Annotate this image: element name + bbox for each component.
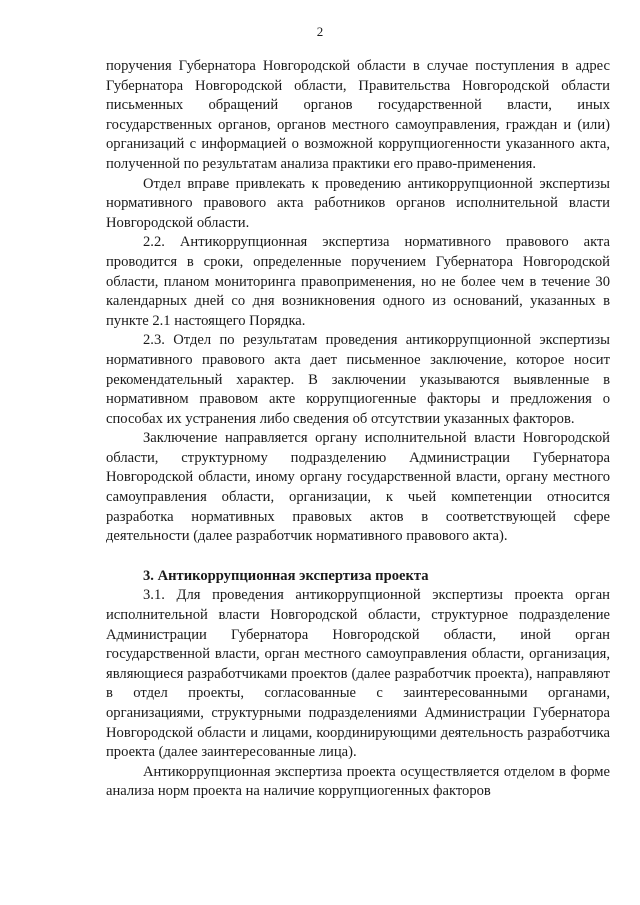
paragraph-conclusion-recipient: Заключение направляется органу исполнительной власти Новгородской области, структурному подразделению Администрации Губернатора Новгородской области, иному органу государственной власти, органу местного самоуправления области, организации, к чьей компетенции относится разработка нормативных правовых актов в соответствующей сфере деятельности (далее разработчик нормативного правового акта). xyxy=(106,430,610,545)
paragraph-3-1: 3.1. Для проведения антикоррупционной экспертизы проекта орган исполнительной власти Новгородской области, структурное подразделение Администрации Губернатора Новгородской области, иной орган государственной власти, орган местного самоуправления области, организация, являющиеся разработчиками проектов (далее разработчик проекта), направляют в отдел проекты, согласованные с заинтересованными органами, организациями, структурными подразделениями Администрации Губернатора Новгородской области и лицами, координирующими деятельность разработчика проекта (далее заинтересованные лица). xyxy=(106,587,610,761)
section-heading: 3. Антикоррупционная экспертиза проекта xyxy=(143,567,429,584)
page-number: 2 xyxy=(316,24,324,39)
paragraph-expertise-form: Антикоррупционная экспертиза проекта осуществляется отделом в форме анализа норм проекта на наличие коррупциогенных факторов xyxy=(106,763,610,800)
document-body xyxy=(106,57,610,802)
paragraph-2-3: 2.3. Отдел по результатам проведения антикоррупционной экспертизы нормативного правового акта дает письменное заключение, которое носит рекомендательный характер. В заключении указываются выявленные в нормативном правовом акте коррупциогенные факторы и предложения о способах их устранения либо сведения об отсутствии указанных факторов. xyxy=(106,332,610,427)
paragraph-2-2: 2.2. Антикоррупционная экспертиза нормативного правового акта проводится в сроки, определенные поручением Губернатора Новгородской области, планом мониторинга правоприменения, но не более чем в течение 30 календарных дней со дня возникновения одного из оснований, указанных в пункте 2.1 настоящего Порядка. xyxy=(106,234,610,329)
paragraph-continuation: поручения Губернатора Новгородской области в случае поступления в адрес Губернатора Новгородской области, Правительства Новгородской области письменных обращений органов государственной власти, иных государственных органов, органов местного самоуправления, граждан и (или) организаций с информацией о возможной коррупциогенности указанного акта, полученной по результатам анализа практики его право-применения. xyxy=(106,58,610,172)
paragraph-expert-involvement: Отдел вправе привлекать к проведению антикоррупционной экспертизы нормативного правового акта работников органов исполнительной власти Новгородской области. xyxy=(106,175,610,231)
